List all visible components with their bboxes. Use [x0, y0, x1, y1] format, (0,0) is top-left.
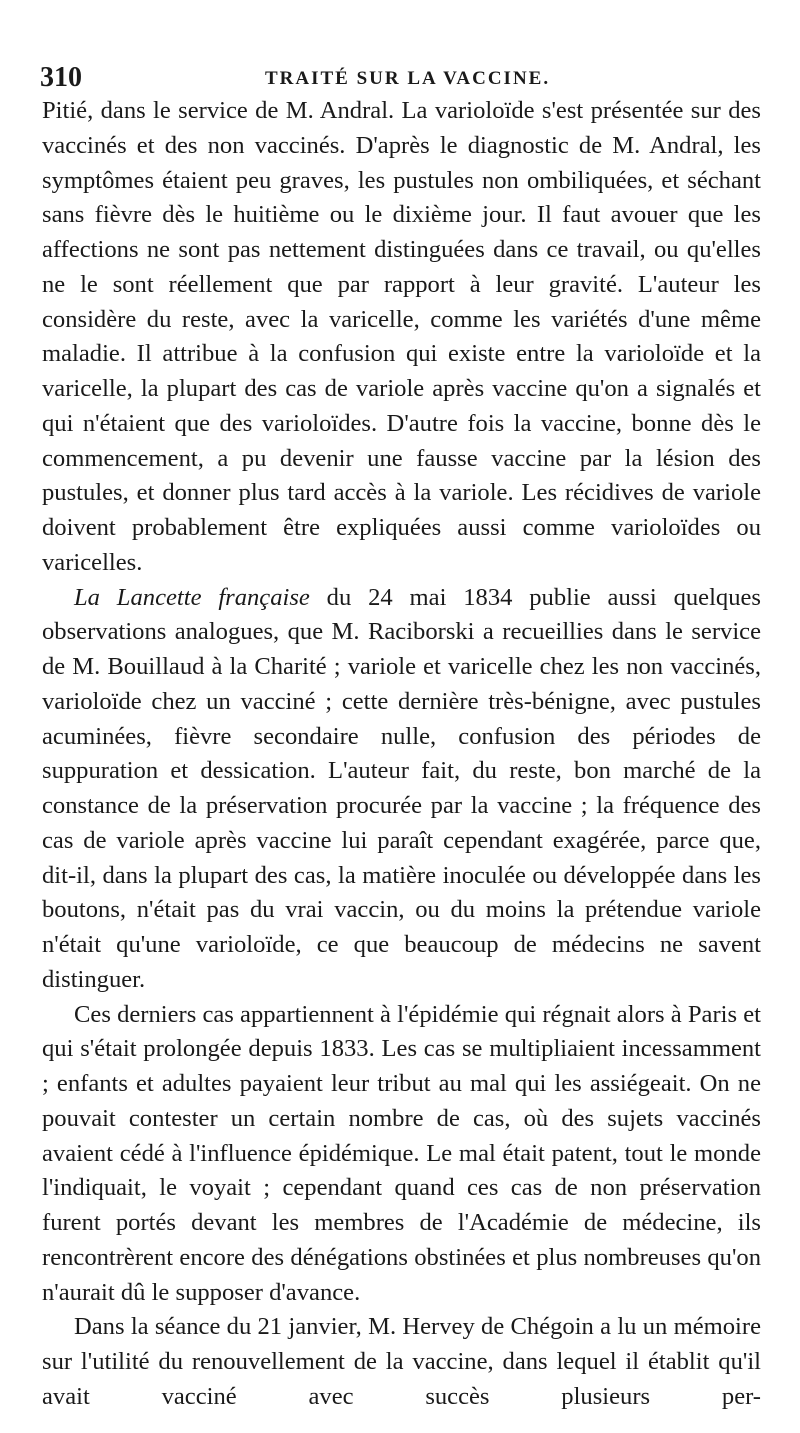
running-title: TRAITÉ SUR LA VACCINE. — [265, 68, 551, 89]
page-number: 310 — [40, 62, 82, 93]
paragraph-1: Pitié, dans le service de M. Andral. La varioloïde s'est présentée sur des vaccinés et des non vaccinés. D'après le diagnostic de M. Andral, les symptômes étaient peu graves, les pustules non ombiliquées, et séchant sans fièvre dès le huitième ou le dixième jour. Il faut avouer que les affections ne sont pas nettement distinguées dans ce travail, ou qu'elles ne le sont réellement que par rapport à leur gravité. L'auteur les considère du reste, avec la varicelle, comme les variétés d'une même maladie. Il attribue à la confusion qui existe entre la varioloïde et la varicelle, la plupart des cas de variole après vaccine qu'on a signalés et qui n'étaient que des varioloïdes. D'autre fois la vaccine, bonne dès le commencement, a pu devenir une fausse vaccine par la lésion des pustules, et donner plus tard accès à la variole. Les récidives de variole doivent probablement être expliquées aussi comme varioloïdes ou varicelles. — [42, 97, 761, 576]
paragraph-4: Dans la séance du 21 janvier, M. Hervey de Chégoin a lu un mémoire sur l'utilité du renouvellement de la vaccine, dans lequel il établit qu'il avait vacciné avec succès plusieurs per- — [42, 1313, 761, 1410]
paragraph-2 — [42, 581, 761, 998]
body-text — [42, 94, 761, 1415]
paragraph-3: Ces derniers cas appartiennent à l'épidémie qui régnait alors à Paris et qui s'était prolongée depuis 1833. Les cas se multipliaient incessamment ; enfants et adultes payaient leur tribut au mal qui les assiégeait. On ne pouvait contester un certain nombre de cas, où des sujets vaccinés avaient cédé à l'influence épidémique. Le mal était patent, tout le monde l'indiquait, le voyait ; cependant quand ces cas de non préservation furent portés devant les membres de l'Académie de médecine, ils rencontrèrent encore des dénégations obstinées et plus nombreuses qu'on n'aurait dû le supposer d'avance. — [42, 1000, 761, 1306]
journal-title: La Lancette française — [74, 583, 310, 611]
paragraph-2-text: du 24 mai 1834 publie aussi quelques observations analogues, que M. Raciborski a recueillies dans le service de M. Bouillaud à la Charité ; variole et varicelle chez les non vaccinés, varioloïde chez un vacciné ; cette dernière très-bénigne, avec pustules acuminées, fièvre secondaire nulle, confusion des périodes de suppuration et dessication. L'auteur fait, du reste, bon marché de la constance de la préservation procurée par la vaccine ; la fréquence des cas de variole après vaccine lui paraît cependant exagérée, parce que, dit-il, dans la plupart des cas, la matière inoculée ou développée dans les boutons, n'était pas du vrai vaccin, ou du moins la prétendue variole n'était qu'une varioloïde, ce que beaucoup de médecins ne savent distinguer. — [42, 583, 761, 993]
page-header — [40, 62, 760, 92]
